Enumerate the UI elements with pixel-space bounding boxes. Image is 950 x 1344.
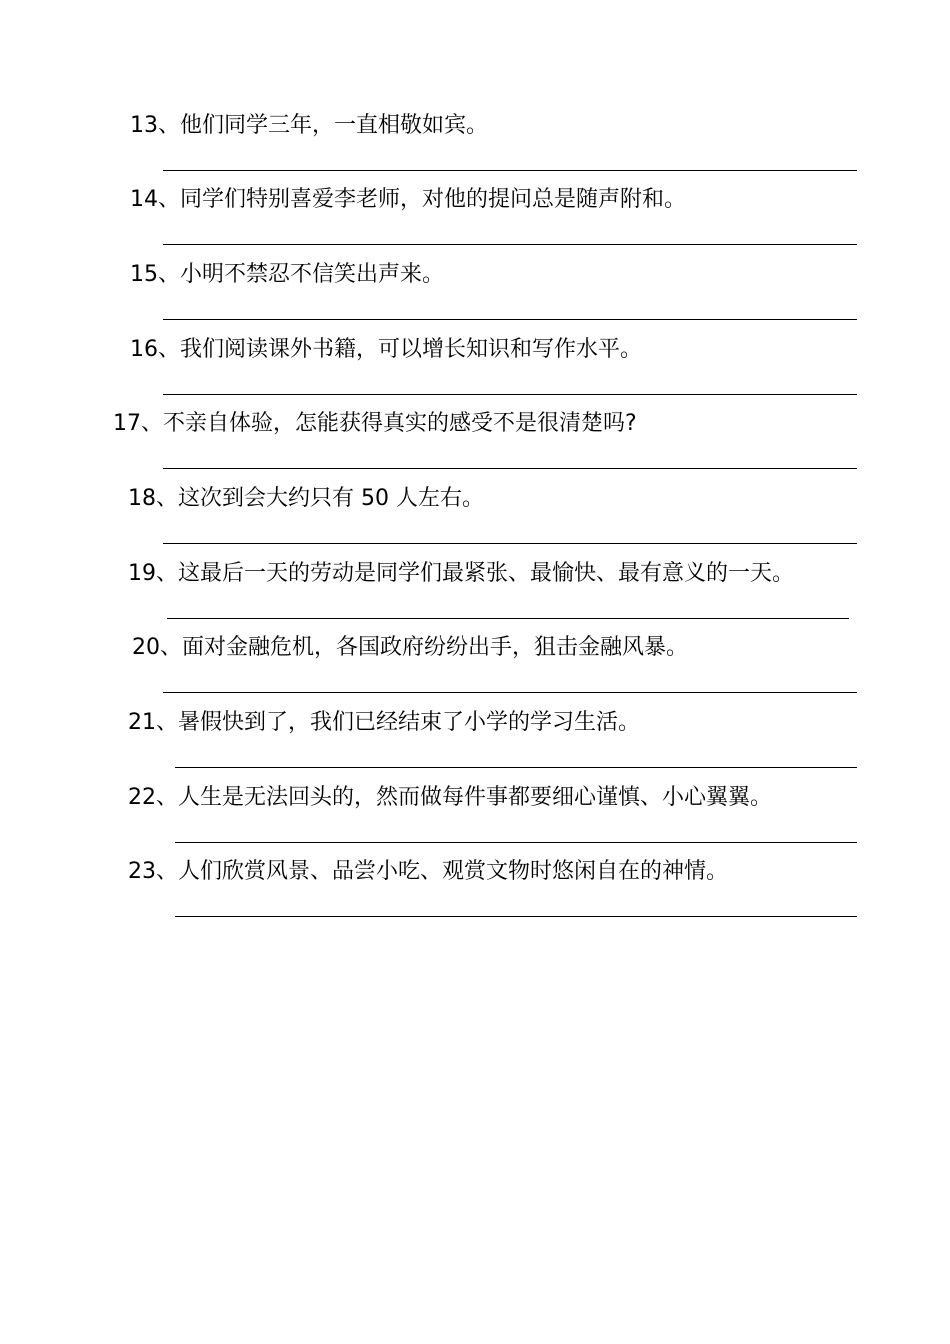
answer-line [163,692,857,693]
question-text: 16、我们阅读课外书籍，可以增长知识和写作水平。 [130,337,642,362]
answer-line [163,468,857,469]
question-text: 18、这次到会大约只有 50 人左右。 [128,486,484,511]
question-text: 23、人们欣赏风景、品尝小吃、观赏文物时悠闲自在的神情。 [128,859,728,884]
question-text: 17、不亲自体验，怎能获得真实的感受不是很清楚吗? [113,411,637,436]
answer-line [163,543,857,544]
answer-line [167,618,849,619]
question-text: 13、他们同学三年，一直相敬如宾。 [130,113,488,138]
question-text: 15、小明不禁忍不信笑出声来。 [130,262,444,287]
question-text: 19、这最后一天的劳动是同学们最紧张、最愉快、最有意义的一天。 [128,561,794,586]
question-text: 14、同学们特别喜爱李老师，对他的提问总是随声附和。 [130,187,686,212]
question-text: 20、面对金融危机，各国政府纷纷出手，狙击金融风暴。 [132,635,688,660]
answer-line [175,916,857,917]
answer-line [175,842,857,843]
question-text: 22、人生是无法回头的，然而做每件事都要细心谨慎、小心翼翼。 [128,785,772,810]
question-text: 21、暑假快到了，我们已经结束了小学的学习生活。 [128,710,640,735]
answer-line [175,767,857,768]
answer-line [163,319,857,320]
answer-line [163,394,857,395]
answer-line [163,170,857,171]
answer-line [163,244,857,245]
